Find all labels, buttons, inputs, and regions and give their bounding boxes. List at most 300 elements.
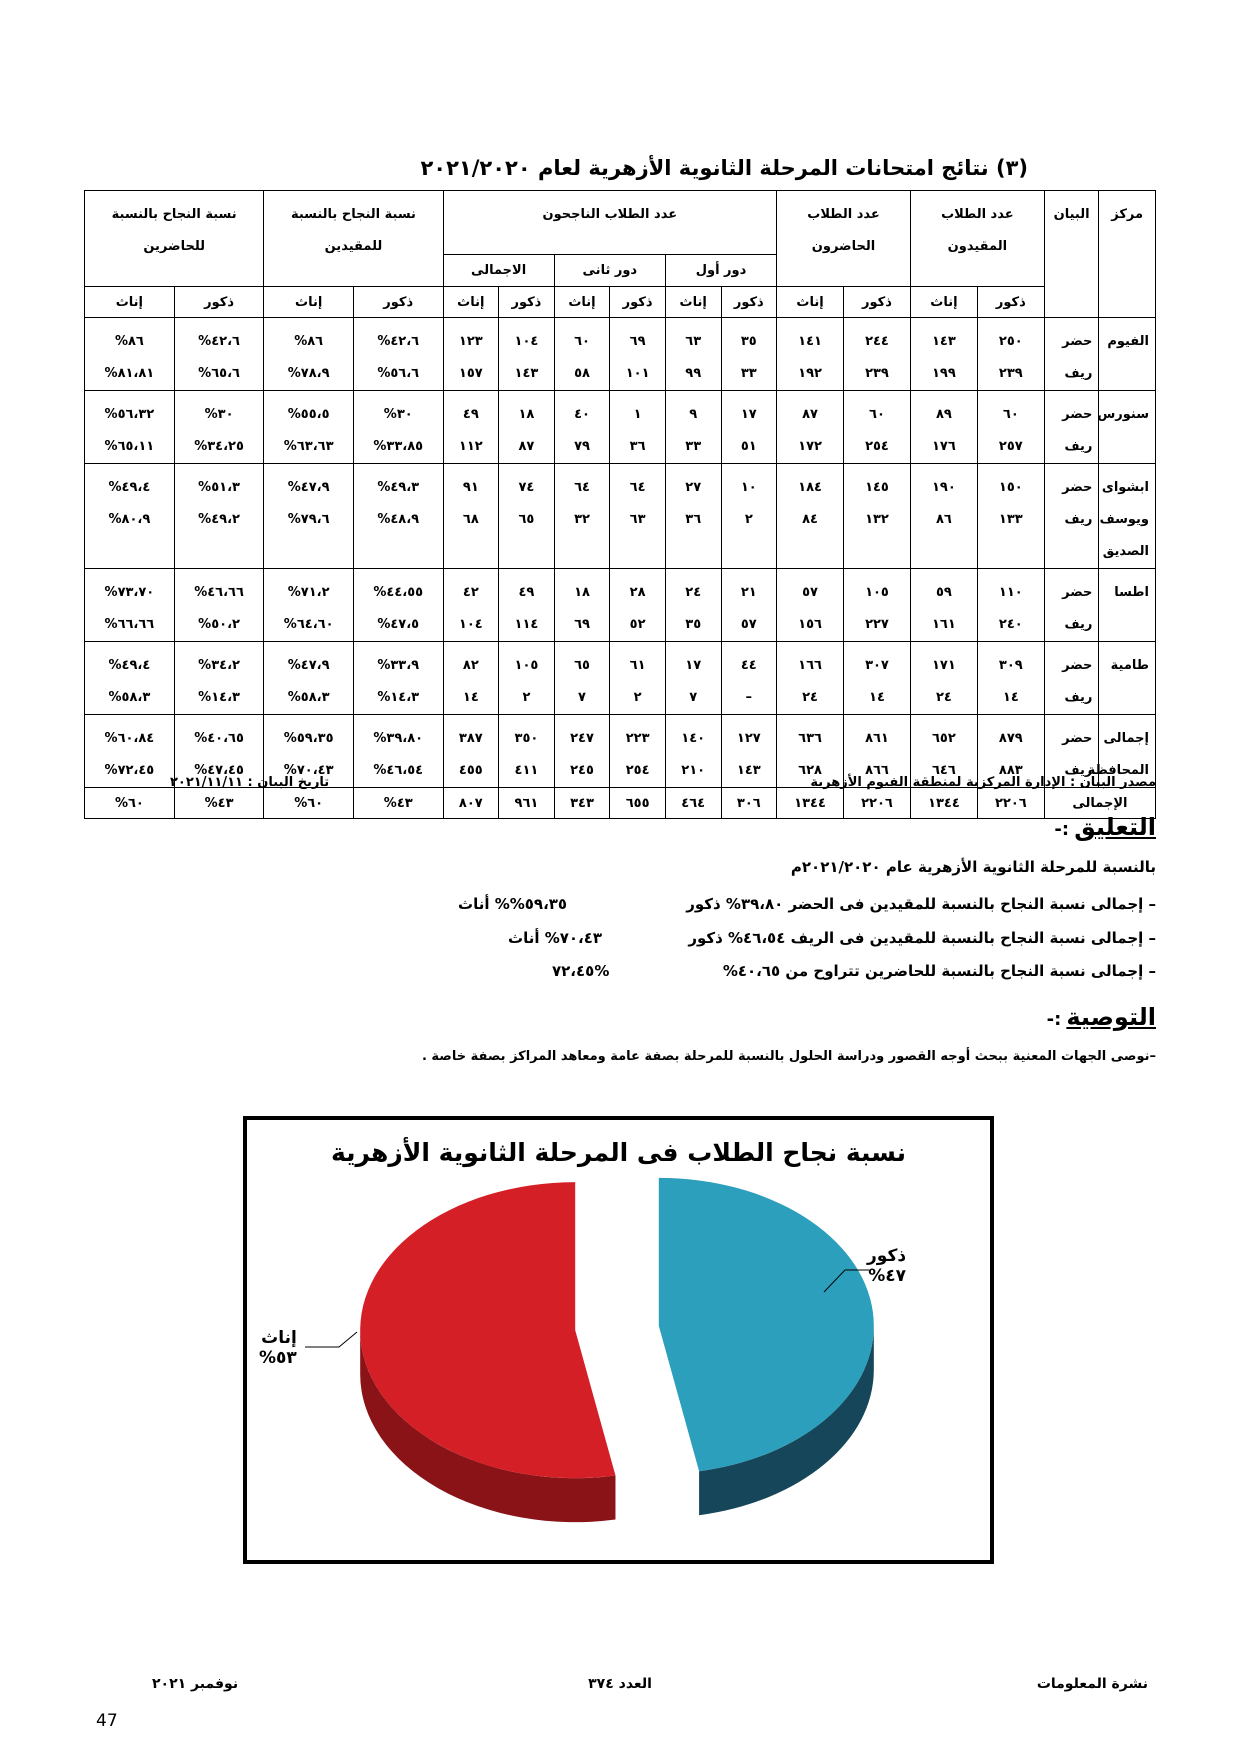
table-cell [665,391,721,464]
cell-value: ٢٤٧ [570,731,594,746]
comment-line-1-side: ٥٩،٣٥%% أناث [458,895,568,913]
table-cell [777,464,844,569]
table-cell [721,642,777,715]
table-cell [554,569,610,642]
total-cell: ٢٢٠٦ [977,788,1044,819]
cell-value: ١٧٦ [932,439,956,454]
cell-value: ١٨ [574,585,590,600]
comment-heading-text: التعليق [1074,813,1156,841]
cell-value: ٦١ [629,658,646,673]
cell-value: ١٩٩ [932,366,956,381]
area-type-label: حضر [1062,334,1093,349]
recommendation-heading-text: التوصية [1066,1003,1156,1031]
cell-value: ٥٧ [740,617,757,632]
comment-line-1: – إجمالى نسبة النجاح بالنسبة للمقيدين فى الحضر ٣٩،٨٠% ذكور [686,895,1156,913]
cell-value: ٩ [689,407,698,422]
area-type [1044,569,1099,642]
cell-value: ٦٩ [574,617,590,632]
cell-value: ١٦٦ [798,658,822,673]
cell-value: ٣٩،٨٠% [373,731,424,746]
cell-value: ٨٦٦ [865,763,889,778]
cell-value: ٤٦،٥٤% [373,763,424,778]
comment-line-3-side: ٧٢،٤٥% [552,962,610,980]
cell-value: ٥٢ [629,617,646,632]
table-cell [85,318,175,391]
table-cell [499,464,555,569]
slice-label-male-value: ٤٧% [868,1266,907,1286]
cell-value: ١٠١ [625,366,650,381]
data-date: تاريخ البيان : ٢٠٢١/١١/١١ [170,775,330,790]
table-cell [977,391,1044,464]
table-cell [977,642,1044,715]
cell-value: ٤٧،٤٥% [194,763,244,778]
cell-value: ٨٧ [518,439,535,454]
slice-label-male-name: ذكور [867,1246,907,1266]
table-cell [499,318,555,391]
cell-value: ٦٦،٦٦% [104,617,155,632]
cell-value: ١٠٤ [458,617,483,632]
table-cell [264,391,354,464]
cell-value: ٤٩،٢% [198,512,240,527]
cell-value: ٦٤ [574,480,590,495]
table-cell [910,391,977,464]
area-type-label: ريف [1064,512,1093,527]
header-female: إناث [910,287,977,318]
cell-value: ١٧ [740,407,757,422]
total-cell: ٤٣% [353,788,443,819]
cell-value: ١٨٤ [798,480,822,495]
table-cell [499,391,555,464]
slice-label-male [867,1246,906,1286]
cell-value: ١٢٣ [458,334,483,349]
cell-value: ٤٧،٩% [287,658,330,673]
table-cell [443,464,499,569]
cell-value: ١٥٦ [798,617,822,632]
cell-value: ٤٩،٣% [377,480,420,495]
cell-value: ١٠٤ [514,334,539,349]
table-cell [264,569,354,642]
cell-value: ٤٩،٤% [108,480,151,495]
cell-value: ٣٣،٩% [377,658,420,673]
cell-value: ٣٣،٨٥% [373,439,424,454]
area-type-label: حضر [1062,731,1093,746]
cell-value: ٣٢ [574,512,590,527]
cell-value: ٢٤ [685,585,702,600]
cell-value: ٩١ [462,480,479,495]
cell-value: ٥٠،٢% [198,617,240,632]
total-label: الإجمالى [1044,788,1155,819]
table-cell [264,642,354,715]
cell-value: ٣٦ [685,512,702,527]
table-cell [443,642,499,715]
cell-value: ٢٤٤ [865,334,889,349]
cell-value: ٢٤ [802,690,818,705]
cell-value: ٦٢٨ [798,763,822,778]
markaz-name: الفيوم [1099,318,1156,391]
markaz-name: سنورس [1099,391,1156,464]
table-cell [554,642,610,715]
table-cell [174,391,264,464]
cell-value: ٧١،٢% [287,585,330,600]
cell-value: ٨٦١ [865,731,889,746]
comment-line-2: – إجمالى نسبة النجاح بالنسبة للمقيدين فى الريف ٤٦،٥٤% ذكور [688,929,1156,947]
comment-line-3: – إجمالى نسبة النجاح بالنسبة للحاضرين تتراوح من ٤٠،٦٥% [722,962,1156,980]
table-total-row [85,788,1156,819]
table-cell [174,464,264,569]
table-cell [353,569,443,642]
cell-value: ٢٨ [629,585,646,600]
table-cell [844,391,911,464]
cell-value: ٧ [689,690,698,705]
cell-value: ٥٩ [935,585,952,600]
cell-value: ٤٠ [574,407,590,422]
cell-value: ٨٦ [935,512,952,527]
cell-value: ٤٤ [740,658,757,673]
table-cell [353,715,443,788]
footer-date: نوفمبر ٢٠٢١ [152,1676,239,1692]
table-cell [610,715,666,788]
cell-value: ٥١ [740,439,757,454]
cell-value: ٥٦،٦% [377,366,420,381]
header-male: ذكور [721,287,777,318]
total-cell: ٣٤٣ [554,788,610,819]
table-cell [721,318,777,391]
table-cell [174,318,264,391]
table-cell [910,318,977,391]
cell-value: ٥٨،٣% [287,690,330,705]
comment-intro: بالنسبة للمرحلة الثانوية الأزهرية عام ٢٠٢١/٢٠٢٠م [790,858,1156,876]
total-cell: ١٣٤٤ [777,788,844,819]
table-cell [665,569,721,642]
table-group-row [85,569,1156,642]
table-group-row [85,318,1156,391]
header-first-round: دور أول [665,255,776,287]
area-type [1044,318,1099,391]
cell-value: ٦٣ [685,334,702,349]
table-cell [777,569,844,642]
table-cell [777,642,844,715]
header-female: إناث [264,287,354,318]
cell-value: ٤٦،٦٦% [194,585,244,600]
table-cell [554,318,610,391]
table-cell [443,391,499,464]
table-cell [85,642,175,715]
table-cell [844,318,911,391]
table-cell [610,391,666,464]
table-cell [443,569,499,642]
cell-value: – [745,690,753,705]
cell-value: ١٤٣ [514,366,539,381]
area-type-label: حضر [1062,658,1093,673]
table-cell [85,569,175,642]
cell-value: ١٨ [518,407,535,422]
header-female: إناث [85,287,175,318]
cell-value: ٣٠% [383,407,413,422]
footer-issue: العدد ٣٧٤ [588,1676,652,1692]
table-cell [977,464,1044,569]
data-source: مصدر البيان : الإدارة المركزية لمنطقة الفيوم الأزهرية [810,775,1156,790]
cell-value: ٥٦،٣٢% [104,407,155,422]
header-markaz: مركز [1099,191,1156,318]
cell-value: ١٠٥ [514,658,539,673]
cell-value: ٢٧ [685,480,702,495]
header-male: ذكور [844,287,911,318]
table-cell [844,642,911,715]
cell-value: ٣٠٧ [865,658,889,673]
footer-publication: نشرة المعلومات [1036,1676,1148,1692]
header-passed: عدد الطلاب الناجحون [443,191,777,255]
table-cell [264,318,354,391]
table-cell [721,464,777,569]
pie-chart [247,1120,990,1560]
cell-value: ٦٤ [629,480,646,495]
cell-value: ٣٤،٢% [198,658,240,673]
cell-value: ١٤٣ [932,334,956,349]
cell-value: ٥٧ [802,585,818,600]
cell-value: ٣٨٧ [458,731,483,746]
table-cell [264,464,354,569]
table-cell [777,318,844,391]
cell-value: ٥٨ [574,366,590,381]
header-rate-attended: نسبة النجاح بالنسبة للحاضرين [85,191,264,287]
cell-value: ١٤،٣% [198,690,240,705]
header-female: إناث [665,287,721,318]
area-type [1044,642,1099,715]
cell-value: ٤٥٥ [458,763,483,778]
cell-value: ٣٥ [685,617,702,632]
cell-value: ٨٨٣ [998,763,1023,778]
comment-heading-suffix: :- [1054,819,1070,840]
cell-value: ٦٠ [869,407,885,422]
header-female: إناث [443,287,499,318]
table-cell [85,464,175,569]
area-type-label: ريف [1064,617,1093,632]
cell-value: ٣٤،٢٥% [194,439,244,454]
cell-value: ٨٠،٩% [108,512,151,527]
cell-value: ١١٤ [514,617,539,632]
cell-value: ٤٢،٦% [198,334,240,349]
area-type [1044,464,1099,569]
table-cell [610,569,666,642]
table-cell [353,318,443,391]
header-second-round: دور ثانى [554,255,665,287]
cell-value: ٢٤٠ [998,617,1023,632]
total-cell: ٦٠% [264,788,354,819]
cell-value: ١٩٠ [932,480,956,495]
table-cell [174,569,264,642]
cell-value: ٢٥٧ [998,439,1023,454]
cell-value: ١٤٣ [736,763,761,778]
cell-value: ١٤١ [798,334,822,349]
cell-value: ٤٤،٥٥% [373,585,424,600]
cell-value: ٤٩ [462,407,479,422]
cell-value: ١٤٥ [865,480,889,495]
cell-value: ٤٧،٩% [287,480,330,495]
header-female: إناث [554,287,610,318]
cell-value: ٢٤٥ [570,763,594,778]
cell-value: ٢٢٧ [865,617,889,632]
recommendation-heading-suffix: :- [1046,1009,1062,1030]
cell-value: ١٧ [685,658,702,673]
cell-value: ٦٥،١١% [104,439,155,454]
leader-line-female [305,1332,357,1347]
cell-value: ٧٩ [574,439,590,454]
table-group-row [85,642,1156,715]
markaz-name: اطسا [1099,569,1156,642]
cell-value: ٦٥٢ [932,731,956,746]
cell-value: ٧٨،٩% [287,366,330,381]
cell-value: ١٧٢ [798,439,822,454]
cell-value: ٦٤٦ [932,763,956,778]
cell-value: ٧٠،٤٣% [283,763,334,778]
header-rate-enrolled: نسبة النجاح بالنسبة للمقيدين [264,191,443,287]
total-cell: ٣٠٦ [721,788,777,819]
table-cell [910,569,977,642]
cell-value: ١٦١ [932,617,956,632]
cell-value: ٢١٠ [681,763,706,778]
area-type-label: ريف [1064,690,1093,705]
cell-value: ٤١١ [514,763,539,778]
cell-value: ٢١ [740,585,757,600]
total-cell: ٦٥٥ [610,788,666,819]
table-cell [910,642,977,715]
table-cell [910,464,977,569]
table-cell [554,715,610,788]
table-cell [721,391,777,464]
total-cell: ٤٦٤ [665,788,721,819]
recommendation-heading [1047,1003,1156,1031]
results-table [84,190,1156,819]
cell-value: ٦٥،٦% [198,366,240,381]
table-group-row [85,391,1156,464]
area-type-label: ريف [1064,439,1093,454]
cell-value: ٦٨ [462,512,479,527]
chart-frame [243,1116,994,1564]
table-cell [499,715,555,788]
table-cell [844,569,911,642]
header-female: إناث [777,287,844,318]
slice-label-female-value: ٥٣% [259,1348,297,1368]
cell-value: ٤٢ [462,585,479,600]
total-cell: ٢٢٠٦ [844,788,911,819]
cell-value: ١١٢ [458,439,483,454]
cell-value: ١٠ [740,480,757,495]
cell-value: ٦٠،٨٤% [104,731,155,746]
cell-value: ٦٣،٦٣% [283,439,334,454]
cell-value: ٦٣٦ [798,731,822,746]
markaz-name: ابشواى ويوسف الصديق [1099,464,1156,569]
cell-value: ٢٣٩ [998,366,1023,381]
table-cell [721,715,777,788]
cell-value: ٣٥ [740,334,757,349]
total-cell: ٦٠% [85,788,175,819]
cell-value: ٥٩،٣٥% [283,731,334,746]
chart-title: نسبة نجاح الطلاب فى المرحلة الثانوية الأزهرية [330,1138,907,1167]
table-cell [443,715,499,788]
table-cell [174,642,264,715]
table-cell [85,391,175,464]
table-group-row [85,464,1156,569]
cell-value: ٨١،٨١% [104,366,155,381]
cell-value: ١٤٠ [681,731,706,746]
table-cell [353,464,443,569]
markaz-name: إجمالى المحافظة [1099,715,1156,788]
table-cell [665,642,721,715]
cell-value: ١٥٧ [458,366,483,381]
header-bayan: البيان [1044,191,1099,318]
table-cell [554,391,610,464]
cell-value: ٢٢٣ [625,731,650,746]
table-cell [844,464,911,569]
area-type-label: حضر [1062,407,1093,422]
table-cell [610,642,666,715]
cell-value: ٦٥ [518,512,535,527]
cell-value: ٧ [578,690,586,705]
header-attended: عدد الطلاب الحاضرون [777,191,911,287]
cell-value: ٨٢ [462,658,479,673]
cell-value: ٤٧،٥% [377,617,420,632]
cell-value: ٦٠ [574,334,590,349]
header-male: ذكور [610,287,666,318]
header-male: ذكور [977,287,1044,318]
cell-value: ٢٤ [935,690,952,705]
slice-label-female-name: إناث [261,1328,297,1348]
cell-value: ١٣٣ [998,512,1023,527]
area-type-label: حضر [1062,480,1093,495]
cell-value: ٨٤ [802,512,818,527]
cell-value: ٤٩،٤% [108,658,151,673]
page-number: 47 [96,1711,118,1731]
recommendation-text: –نوصى الجهات المعنية ببحث أوجه القصور ودراسة الحلول بالنسبة للمرحلة بصفة عامة ومعاهد المراكز بصفة خاصة . [421,1049,1156,1064]
header-male: ذكور [353,287,443,318]
total-cell: ٤٣% [174,788,264,819]
cell-value: ٢ [744,512,753,527]
cell-value: ١٧١ [932,658,956,673]
cell-value: ٢٣٩ [865,366,889,381]
table-cell [665,464,721,569]
cell-value: ٧٩،٦% [287,512,330,527]
total-cell: ٨٠٧ [443,788,499,819]
cell-value: ٦٠ [1002,407,1019,422]
cell-value: ١٤،٣% [377,690,420,705]
area-type-label: حضر [1062,585,1093,600]
cell-value: ٨٧٩ [998,731,1023,746]
cell-value: ٣٦ [629,439,646,454]
cell-value: ٢٥٤ [865,439,889,454]
table-cell [665,318,721,391]
cell-value: ٧٤ [518,480,535,495]
table-cell [977,318,1044,391]
comment-line-2-side: ٧٠،٤٣% أناث [508,929,603,947]
cell-value: ٣٥٠ [514,731,539,746]
table-cell [665,715,721,788]
cell-value: ٦٩ [629,334,646,349]
cell-value: ١٣٢ [865,512,889,527]
cell-value: ٣٣ [740,366,757,381]
header-total: الاجمالى [443,255,554,287]
cell-value: ١٤ [462,690,479,705]
area-type-label: ريف [1064,763,1093,778]
cell-value: ٤٠،٦٥% [194,731,244,746]
header-male: ذكور [174,287,264,318]
total-cell: ٩٦١ [499,788,555,819]
cell-value: ٧٢،٤٥% [104,763,155,778]
table-cell [977,569,1044,642]
area-type-label: ريف [1064,366,1093,381]
cell-value: ٣٣ [685,439,702,454]
cell-value: ٧٣،٧٠% [104,585,155,600]
cell-value: ٢٥٤ [625,763,650,778]
